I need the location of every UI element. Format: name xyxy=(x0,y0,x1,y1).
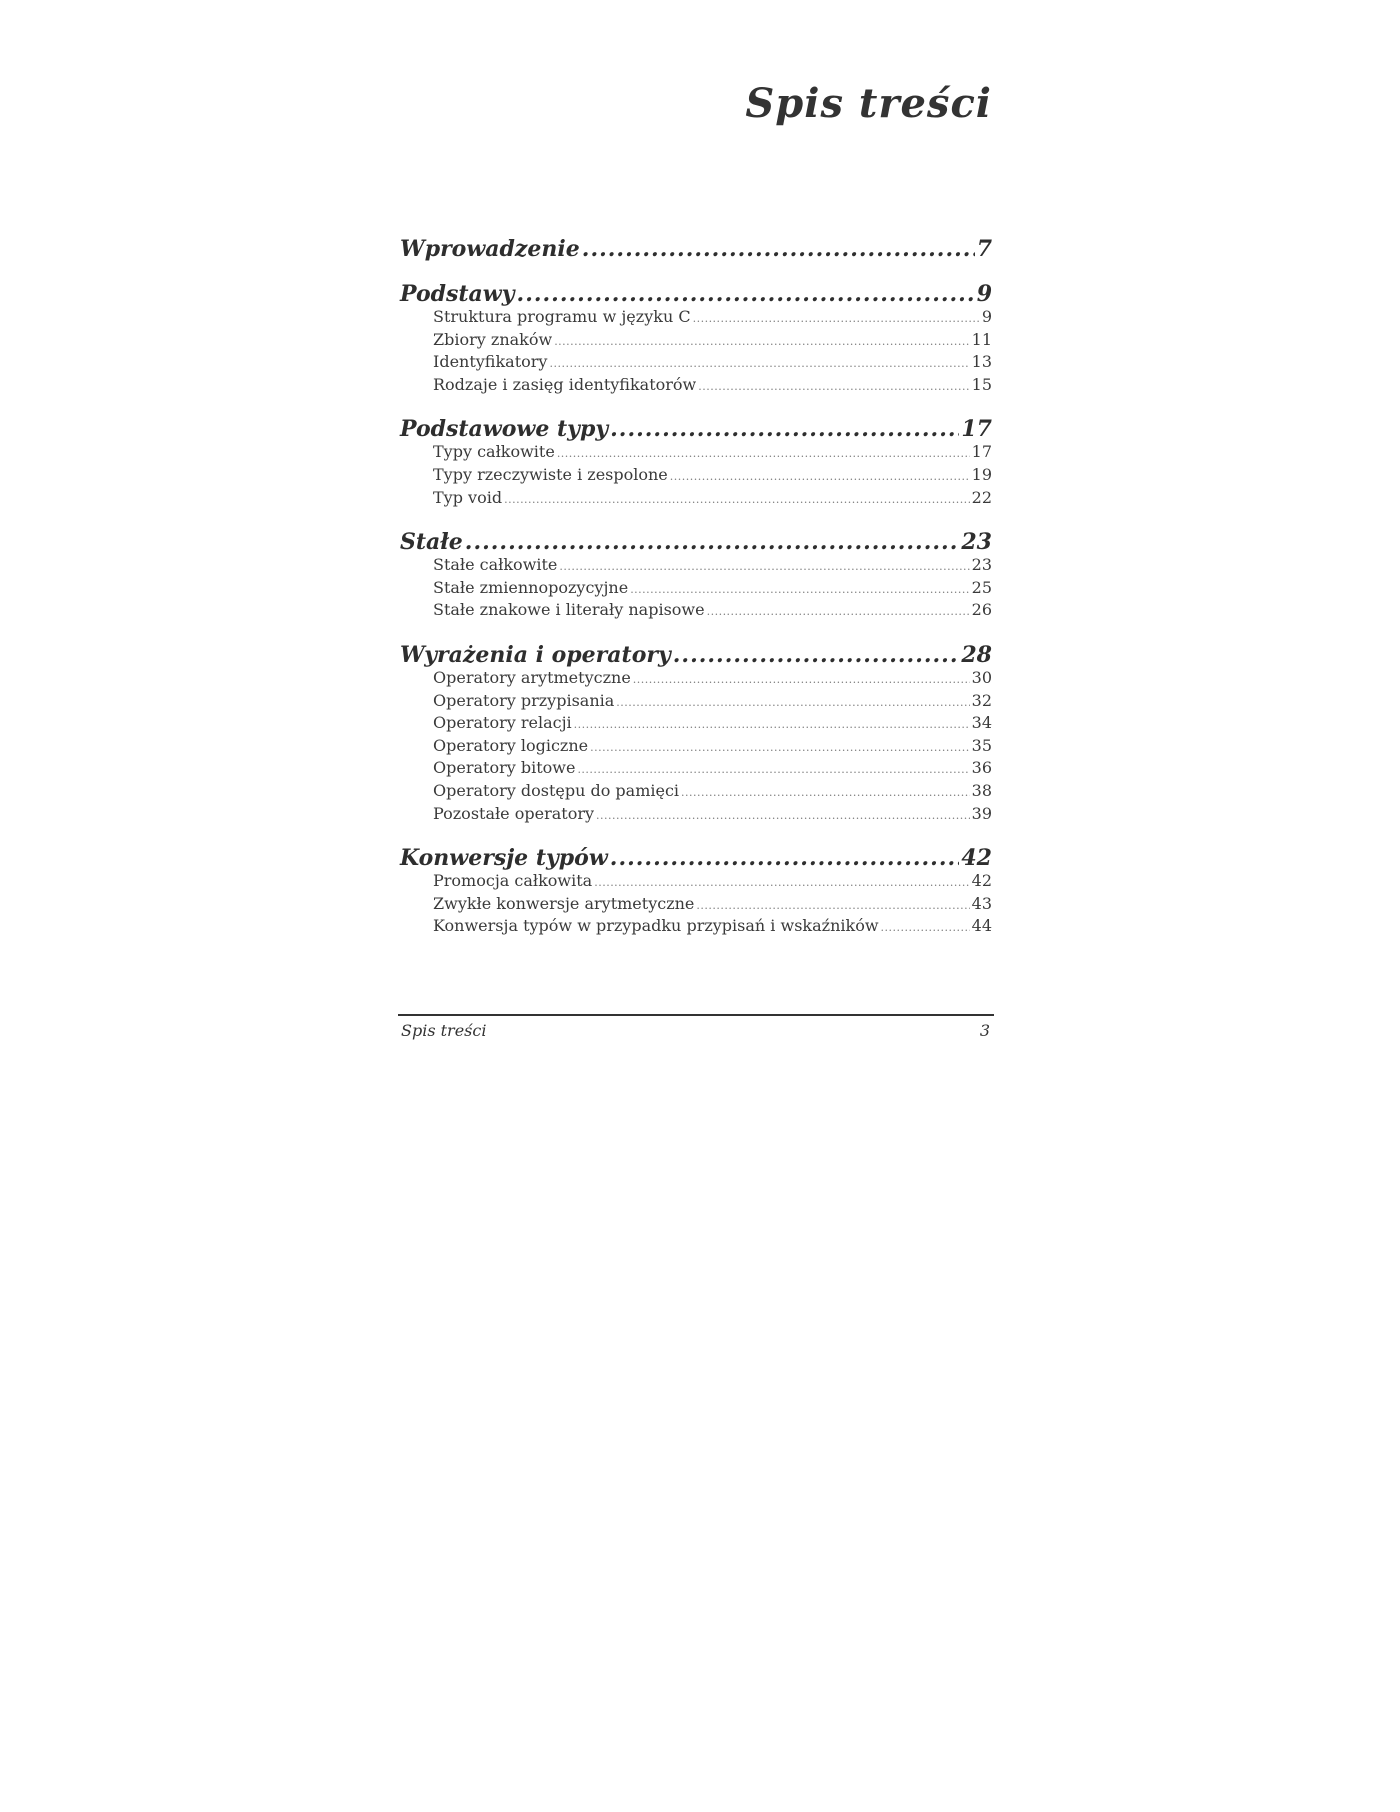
chapter-title: Podstawowe typy xyxy=(400,416,609,443)
dot-leader xyxy=(590,741,970,754)
toc-section xyxy=(400,224,992,262)
subsection-title: Struktura programu w języku C xyxy=(433,307,691,326)
footer-page-number: 3 xyxy=(979,1021,990,1040)
subsection-page-number: 34 xyxy=(971,713,992,733)
dot-leader xyxy=(596,809,970,822)
subsection-page-number: 38 xyxy=(971,780,992,800)
dot-leader xyxy=(616,696,969,709)
subsection-title: Konwersja typów w przypadku przypisań i wskaźników xyxy=(433,916,879,936)
subsection-page-number: 36 xyxy=(971,758,992,778)
subsection-title: Stałe całkowite xyxy=(433,555,558,575)
subsection-page-number: 30 xyxy=(971,667,992,687)
subsection-title: Operatory dostępu do pamięci xyxy=(433,780,680,800)
toc-section xyxy=(400,269,992,397)
dot-leader xyxy=(517,281,975,307)
toc-chapter-entry[interactable] xyxy=(400,517,992,555)
table-of-contents xyxy=(400,224,992,946)
toc-subsection-entry[interactable] xyxy=(400,600,992,623)
dot-leader xyxy=(633,673,970,686)
subsection-title: Operatory relacji xyxy=(433,713,572,733)
subsection-page-number: 9 xyxy=(981,307,992,326)
toc-subsection-entry[interactable] xyxy=(400,781,992,804)
toc-subsection-entry[interactable] xyxy=(400,691,992,714)
toc-subsection-entry[interactable] xyxy=(400,758,992,781)
footer-running-title: Spis treści xyxy=(401,1021,487,1040)
toc-subsection-entry[interactable] xyxy=(400,330,992,353)
toc-subsection-entry[interactable] xyxy=(400,307,992,330)
toc-chapter-entry[interactable] xyxy=(400,224,992,262)
chapter-page-number: 17 xyxy=(961,416,992,443)
subsection-page-number: 26 xyxy=(971,600,992,620)
subsection-page-number: 35 xyxy=(971,735,992,755)
subsection-title: Stałe zmiennopozycyjne xyxy=(433,577,629,597)
subsection-page-number: 15 xyxy=(971,374,992,394)
subsection-title: Rodzaje i zasięg identyfikatorów xyxy=(433,374,697,394)
subsection-page-number: 43 xyxy=(971,893,992,913)
subsection-page-number: 44 xyxy=(971,916,992,936)
toc-section xyxy=(400,833,992,939)
dot-leader xyxy=(554,335,969,348)
dot-leader xyxy=(594,876,969,889)
dot-leader xyxy=(610,845,960,871)
chapter-title: Konwersje typów xyxy=(400,845,608,872)
subsection-page-number: 32 xyxy=(971,690,992,710)
toc-section xyxy=(400,517,992,623)
subsection-title: Typy rzeczywiste i zespolone xyxy=(433,464,668,484)
subsection-title: Operatory przypisania xyxy=(433,690,615,710)
chapter-page-number: 42 xyxy=(961,845,992,872)
subsection-title: Operatory bitowe xyxy=(433,758,576,778)
dot-leader xyxy=(577,763,969,776)
subsection-page-number: 13 xyxy=(971,352,992,372)
toc-subsection-entry[interactable] xyxy=(400,465,992,488)
subsection-title: Typy całkowite xyxy=(433,442,555,462)
dot-leader xyxy=(696,899,969,912)
subsection-page-number: 17 xyxy=(971,442,992,462)
subsection-page-number: 23 xyxy=(971,555,992,575)
toc-section xyxy=(400,630,992,826)
chapter-title: Stałe xyxy=(400,529,463,556)
subsection-page-number: 25 xyxy=(971,577,992,597)
subsection-title: Promocja całkowita xyxy=(433,871,593,891)
chapter-title: Podstawy xyxy=(400,281,515,307)
toc-subsection-entry[interactable] xyxy=(400,736,992,759)
toc-chapter-entry[interactable] xyxy=(400,404,992,442)
footer-divider xyxy=(398,1014,994,1016)
subsection-title: Pozostałe operatory xyxy=(433,803,595,823)
subsection-title: Operatory logiczne xyxy=(433,735,589,755)
toc-chapter-entry[interactable] xyxy=(400,630,992,668)
subsection-title: Typ void xyxy=(433,487,503,507)
subsection-title: Zwykłe konwersje arytmetyczne xyxy=(433,893,695,913)
subsection-title: Identyfikatory xyxy=(433,352,548,372)
dot-leader xyxy=(610,416,959,442)
dot-leader xyxy=(707,605,970,618)
dot-leader xyxy=(670,470,970,483)
dot-leader xyxy=(574,718,970,731)
dot-leader xyxy=(549,357,969,370)
chapter-title: Wyrażenia i operatory xyxy=(400,641,671,668)
dot-leader xyxy=(881,921,970,934)
chapter-title: Wprowadzenie xyxy=(400,236,580,262)
chapter-page-number: 7 xyxy=(976,236,992,262)
toc-subsection-entry[interactable] xyxy=(400,488,992,511)
toc-subsection-entry[interactable] xyxy=(400,804,992,827)
dot-leader xyxy=(681,786,970,799)
toc-subsection-entry[interactable] xyxy=(400,578,992,601)
toc-chapter-entry[interactable] xyxy=(400,269,992,307)
subsection-page-number: 22 xyxy=(971,487,992,507)
subsection-page-number: 11 xyxy=(971,329,992,349)
dot-leader xyxy=(673,642,960,668)
chapter-page-number: 9 xyxy=(976,281,992,307)
toc-subsection-entry[interactable] xyxy=(400,555,992,578)
toc-subsection-entry[interactable] xyxy=(400,442,992,465)
dot-leader xyxy=(465,529,960,555)
toc-subsection-entry[interactable] xyxy=(400,916,992,939)
subsection-page-number: 42 xyxy=(971,871,992,891)
toc-subsection-entry[interactable] xyxy=(400,894,992,917)
toc-section xyxy=(400,404,992,510)
page-title: Spis treści xyxy=(745,80,992,127)
dot-leader xyxy=(559,560,969,573)
subsection-title: Stałe znakowe i literały napisowe xyxy=(433,600,705,620)
dot-leader xyxy=(630,583,969,596)
chapter-page-number: 23 xyxy=(961,529,992,556)
chapter-page-number: 28 xyxy=(961,641,992,668)
dot-leader xyxy=(582,236,975,262)
subsection-title: Zbiory znaków xyxy=(433,329,553,349)
toc-subsection-entry[interactable] xyxy=(400,375,992,398)
toc-subsection-entry[interactable] xyxy=(400,668,992,691)
subsection-page-number: 39 xyxy=(971,803,992,823)
dot-leader xyxy=(698,380,969,393)
subsection-page-number: 19 xyxy=(971,464,992,484)
subsection-title: Operatory arytmetyczne xyxy=(433,667,631,687)
dot-leader xyxy=(557,447,970,460)
toc-subsection-entry[interactable] xyxy=(400,713,992,736)
dot-leader xyxy=(504,493,970,506)
dot-leader xyxy=(693,312,980,325)
toc-subsection-entry[interactable] xyxy=(400,352,992,375)
toc-subsection-entry[interactable] xyxy=(400,871,992,894)
toc-chapter-entry[interactable] xyxy=(400,833,992,871)
